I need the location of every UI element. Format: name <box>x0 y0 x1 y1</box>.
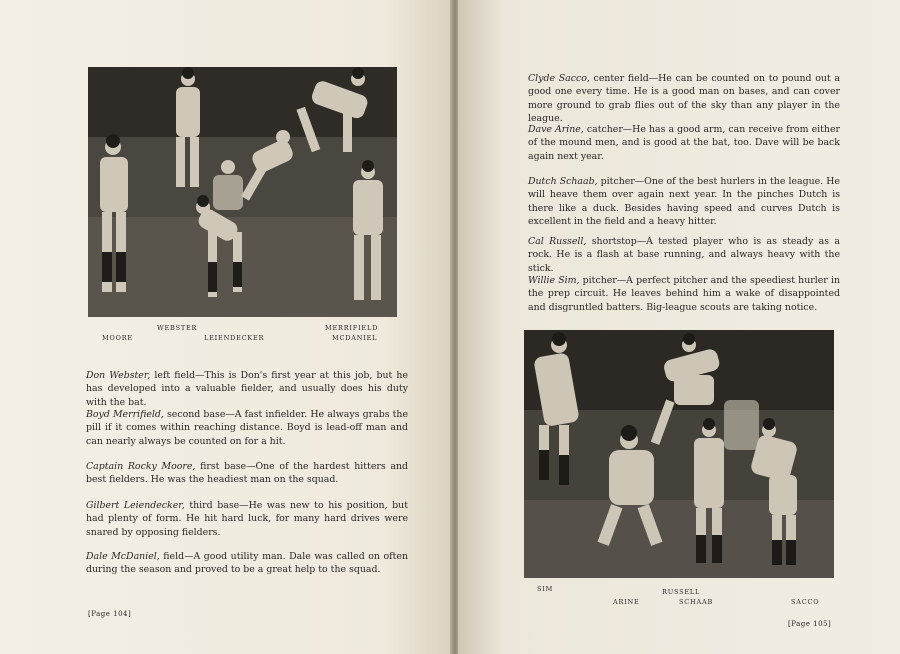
player-description: left field—This is Don's first year at this job, but he has developed into a valuable fielder, and usually does his duty with the bat. <box>86 370 408 408</box>
player-name: Dutch Schaab, <box>528 176 598 187</box>
player-name: Don Webster, <box>86 370 151 381</box>
player-description: pitcher—A perfect pitcher and the speediest hurler in the prep circuit. He leaves behind him a wake of disappointed and disgruntled batters. Big-league scouts are taking notice. <box>528 275 840 313</box>
player-name: Willie Sim, <box>528 275 580 286</box>
caption-sacco: SACCO <box>791 598 820 606</box>
entry-mcdaniel <box>86 550 408 577</box>
entry-sim <box>528 274 840 314</box>
player-description: field—A good utility man. Dale was called on often during the season and proved to be a great help to the squad. <box>86 551 408 576</box>
entry-russell <box>528 235 840 275</box>
player-description: pitcher—One of the best hurlers in the league. He will heave them over again next year. In the pinches Dutch is there like a duck. Besides having speed and curves Dutch is excellent in the field and a heavy hitter. <box>528 176 840 228</box>
player-name: Dale McDaniel, <box>86 551 160 562</box>
entry-schaab <box>528 175 840 229</box>
caption-mcdaniel: MCDANIEL <box>332 334 378 342</box>
caption-arine: ARINE <box>613 598 640 606</box>
entry-moore <box>86 460 408 487</box>
player-description: third base—He was new to his position, but had plenty of form. He hit hard luck, for many hard drives were snared by opposing fielders. <box>86 500 408 538</box>
entry-sacco <box>528 72 840 126</box>
player-description: catcher—He has a good arm, can receive from either of the mound men, and is good at the bat, too. Dave will be back again next year. <box>528 124 840 162</box>
player-description: shortstop—A tested player who is as steady as a rock. He is a flash at base running, and always heavy with the stick. <box>528 236 840 274</box>
entry-arine <box>528 123 840 163</box>
player-name: Gilbert Leiendecker, <box>86 500 185 511</box>
page-number-right: [Page 105] <box>788 620 832 628</box>
player-description: second base—A fast infielder. He always grabs the pill if it comes within reaching distance. Boyd is lead-off man and can nearly always be counted on for a hit. <box>86 409 409 447</box>
caption-webster: WEBSTER <box>157 324 198 332</box>
players-collage-image <box>88 67 397 317</box>
caption-leiendecker: LEIENDECKER <box>204 334 265 342</box>
player-name: Captain Rocky Moore, <box>86 461 196 472</box>
caption-moore: MOORE <box>102 334 133 342</box>
player-description: center field—He can be counted on to pound out a good one every time. He is a good man on bases, and can cover more ground to grab flies out of the sky than any player in the league. <box>528 73 840 125</box>
player-name: Boyd Merrifield, <box>86 409 164 420</box>
team-photo-left <box>88 67 397 317</box>
caption-merrifield: MERRIFIELD <box>325 324 379 332</box>
entry-webster <box>86 369 408 409</box>
caption-sim: SIM <box>537 585 554 593</box>
caption-russell: RUSSELL <box>662 588 701 596</box>
right-page <box>458 0 900 654</box>
players-collage-image <box>524 330 834 578</box>
player-name: Dave Arine, <box>528 124 584 135</box>
team-photo-right <box>524 330 834 578</box>
player-name: Cal Russell, <box>528 236 587 247</box>
caption-schaab: SCHAAB <box>679 598 714 606</box>
player-description: first base—One of the hardest hitters and best fielders. He was the headiest man on the squad. <box>86 461 409 486</box>
player-name: Clyde Sacco, <box>528 73 590 84</box>
page-number-left: [Page 104] <box>88 610 132 618</box>
entry-merrifield <box>86 408 408 448</box>
entry-leiendecker <box>86 499 408 539</box>
